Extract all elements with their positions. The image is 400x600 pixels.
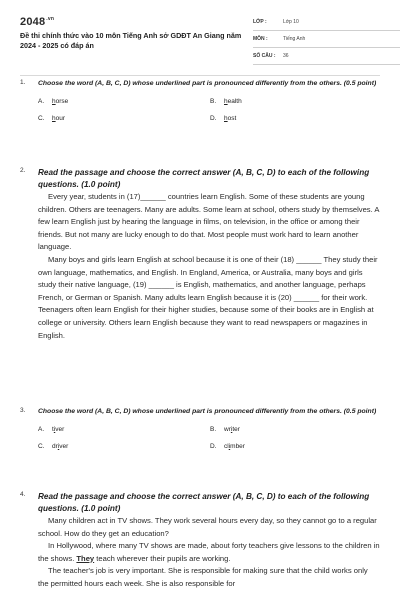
option-a[interactable]	[38, 98, 210, 105]
option-letter: A.	[38, 98, 45, 105]
option-letter: A.	[38, 426, 45, 433]
word-suffix: ost	[227, 115, 237, 122]
question-number: 2.	[20, 167, 26, 174]
word-underlined-part: i	[57, 443, 60, 450]
question-3	[20, 407, 380, 491]
passage-paragraph: Every year, students in (17)______ countries learn English. Some of these students are young children. Others are teenagers. Many are adults. Some learn at school, others study by themselves. A few learn English just by hearing the language in films, on television, in the office or among their friends. But not many are lucky enough to do that. Most people must work hard to learn another language.	[38, 192, 380, 252]
word-suffix: our	[55, 115, 66, 122]
word-underlined-part: i	[228, 443, 231, 450]
option-letter: C.	[38, 443, 45, 450]
option-word	[52, 426, 64, 433]
option-word	[52, 98, 68, 105]
reading-passage	[38, 515, 380, 591]
question-instruction: Read the passage and choose the correct answer (A, B, C, D) to each of the following questions. (1.0 point)	[38, 168, 370, 189]
subject-label: MÔN :	[253, 36, 268, 42]
questions-list	[20, 79, 380, 591]
paragraph-text: teach wherever their pupils are working.	[94, 553, 231, 563]
info-row-subject	[253, 31, 400, 48]
count-value: 36	[283, 53, 289, 59]
option-word	[52, 115, 65, 122]
document-header	[20, 14, 380, 66]
option-word	[224, 98, 242, 105]
option-word	[224, 443, 245, 450]
question-number: 4.	[20, 491, 26, 498]
passage-paragraph: Many children act in TV shows. They work several hours every day, so they cannot go to a regular school. How do they get an education?	[38, 516, 377, 538]
passage-paragraph: The teacher's job is very important. She is responsible for making sure that the child works only the permitted hours each week. She is also responsible for	[38, 566, 368, 588]
option-word	[224, 426, 240, 433]
class-label: LỚP :	[253, 19, 267, 25]
option-b[interactable]	[210, 98, 382, 105]
option-b[interactable]	[210, 426, 382, 433]
option-word	[224, 115, 236, 122]
info-row-count	[253, 48, 400, 65]
document-title: Đề thi chính thức vào 10 môn Tiếng Anh sở GDĐT An Giang năm 2024 - 2025 có đáp án	[20, 31, 242, 50]
option-d[interactable]	[210, 115, 382, 122]
option-letter: B.	[210, 98, 217, 105]
option-d[interactable]	[210, 443, 382, 450]
passage-paragraph: Many boys and girls learn English at school because it is one of their (18) ______ They study their own language, mathematics, and English. In England, America, or Australia, many boys and girls study their native language, (19) ______ is English, mathematics, and another language, perhaps French, or German or Spanish. Many adults learn English because it is (20) ______ for their work. Teenagers often learn English for their higher studies, because some of their books are in English at college or university. Others learn English because they want to read newspapers or magazines in English.	[38, 254, 378, 340]
class-value: Lớp 10	[283, 19, 299, 25]
word-suffix: orse	[55, 98, 69, 105]
word-prefix: wr	[224, 426, 231, 433]
question-instruction: Choose the word (A, B, C, D) whose underlined part is pronounced differently from the others. (0.5 point)	[38, 80, 377, 87]
question-2	[20, 167, 380, 407]
word-suffix: ver	[55, 426, 65, 433]
word-suffix: ealth	[227, 98, 242, 105]
question-instruction: Choose the word (A, B, C, D) whose underlined part is pronounced differently from the others. (0.5 point)	[38, 408, 377, 415]
options-grid	[38, 98, 380, 122]
question-1	[20, 79, 380, 167]
option-letter: C.	[38, 115, 45, 122]
info-box	[253, 14, 400, 65]
reading-passage	[38, 191, 380, 342]
word-underlined-part: i	[53, 426, 56, 433]
option-c[interactable]	[38, 115, 210, 122]
option-letter: D.	[210, 443, 217, 450]
option-letter: B.	[210, 426, 217, 433]
question-instruction: Read the passage and choose the correct answer (A, B, C, D) to each of the following questions. (1.0 point)	[38, 492, 370, 513]
option-c[interactable]	[38, 443, 210, 450]
highlighted-word: They	[76, 553, 95, 563]
word-suffix: ter	[232, 426, 240, 433]
word-underlined-part: h	[52, 98, 56, 105]
word-prefix: cl	[224, 443, 229, 450]
word-suffix: mber	[230, 443, 245, 450]
paragraph-text: In Hollywood, where many TV shows are made, about forty teachers give lessons to the children in the shows.	[38, 541, 380, 563]
option-a[interactable]	[38, 426, 210, 433]
word-suffix: ver	[59, 443, 69, 450]
question-4	[20, 491, 380, 591]
option-letter: D.	[210, 115, 217, 122]
option-word	[52, 443, 68, 450]
subject-value: Tiếng Anh	[283, 36, 306, 42]
word-underlined-part: h	[52, 115, 56, 122]
count-label: SỐ CÂU :	[253, 53, 276, 59]
options-grid	[38, 426, 380, 450]
word-underlined-part: i	[230, 426, 233, 433]
word-underlined-part: h	[224, 115, 228, 122]
word-underlined-part: h	[224, 98, 228, 105]
logo-text: 2048	[20, 16, 46, 28]
question-number: 1.	[20, 79, 26, 86]
question-number: 3.	[20, 407, 26, 414]
site-logo[interactable]	[20, 16, 54, 28]
logo-suffix: .vn	[46, 16, 55, 23]
word-prefix: t	[52, 426, 54, 433]
header-divider	[20, 75, 380, 76]
word-prefix: dr	[52, 443, 58, 450]
passage-paragraph	[38, 540, 380, 565]
info-row-class	[253, 14, 400, 31]
